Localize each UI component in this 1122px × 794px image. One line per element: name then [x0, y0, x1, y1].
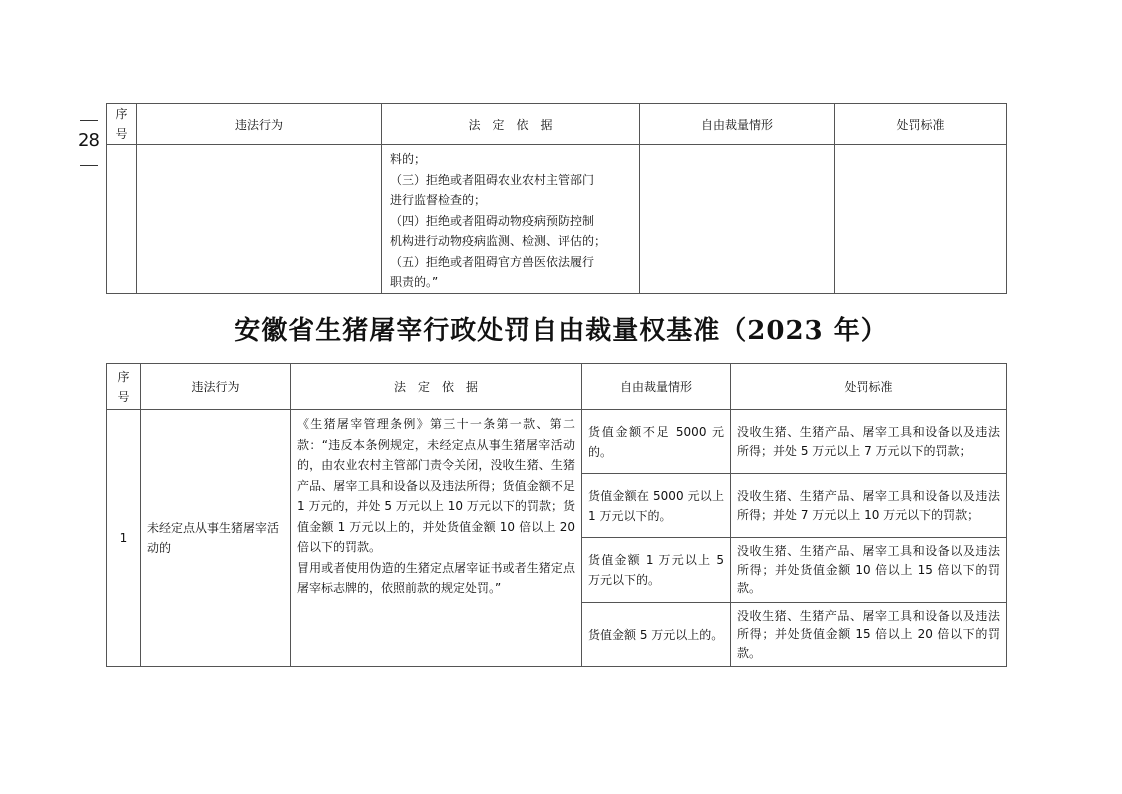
- cell-condition: 货值金额不足 5000 元的。: [582, 410, 731, 474]
- header-seq: 序 号: [107, 104, 137, 145]
- cell-act: 未经定点从事生猪屠宰活动的: [141, 410, 291, 667]
- header-discretion: 自由裁量情形: [582, 364, 731, 410]
- header-basis: 法 定 依 据: [291, 364, 582, 410]
- cell-penalty: 没收生猪、生猪产品、屠宰工具和设备以及违法所得；并处货值金额 10 倍以上 15 倍以下的罚款。: [731, 538, 1007, 603]
- cell-act: [137, 145, 382, 294]
- basis-line: （五）拒绝或者阻碍官方兽医依法履行: [390, 254, 595, 269]
- table-header: [107, 364, 1007, 410]
- header-penalty: 处罚标准: [835, 104, 1007, 145]
- basis-line: （三）拒绝或者阻碍农业农村主管部门: [390, 172, 595, 187]
- basis-lines: [382, 145, 639, 293]
- continued-table-row: [107, 145, 1007, 294]
- cell-basis: [291, 410, 582, 667]
- basis-line: （四）拒绝或者阻碍动物疫病预防控制: [390, 213, 595, 228]
- cell-condition: 货值金额 1 万元以上 5 万元以下的。: [582, 538, 731, 603]
- page-number: 28: [78, 130, 99, 151]
- basis-paragraph-1: 《生猪屠宰管理条例》第三十一条第一款、第二款：“违反本条例规定，未经定点从事生猪屠宰活动的，由农业农村主管部门责令关闭，没收生猪、生猪产品、屠宰工具和设备以及违法所得；货值金额不足 1 万元的，并处 5 万元以上 10 万元以下的罚款；货值金额 1 万元以上的，并处货值金额 10 倍以上 20 倍以下的罚款。: [297, 417, 575, 554]
- cell-penalty: 没收生猪、生猪产品、屠宰工具和设备以及违法所得；并处 5 万元以上 7 万元以下的罚款；: [731, 410, 1007, 474]
- basis-line: 职责的。”: [390, 275, 439, 289]
- basis-line: 料的；: [390, 152, 427, 166]
- header-discretion: 自由裁量情形: [640, 104, 835, 145]
- header-penalty: 处罚标准: [731, 364, 1007, 410]
- cell-condition: 货值金额 5 万元以上的。: [582, 603, 731, 667]
- cell-penalty: 没收生猪、生猪产品、屠宰工具和设备以及违法所得；并处 7 万元以上 10 万元以下的罚款；: [731, 474, 1007, 538]
- continued-table: [106, 103, 1007, 294]
- cell-basis: [382, 145, 640, 294]
- basis-line: 进行监督检查的；: [390, 193, 487, 207]
- header-basis: 法 定 依 据: [382, 104, 640, 145]
- continued-table-header: [107, 104, 1007, 145]
- cell-discretion: [640, 145, 835, 294]
- cell-condition: 货值金额在 5000 元以上 1 万元以下的。: [582, 474, 731, 538]
- header-act: 违法行为: [141, 364, 291, 410]
- basis-line: 机构进行动物疫病监测、检测、评估的；: [390, 234, 607, 248]
- cell-penalty: [835, 145, 1007, 294]
- table-row: [107, 410, 1007, 474]
- document-title: 安徽省生猪屠宰行政处罚自由裁量权基准（2023 年）: [234, 316, 888, 346]
- header-act: 违法行为: [137, 104, 382, 145]
- header-seq: 序 号: [107, 364, 141, 410]
- page-number-rule-bottom: [80, 165, 98, 166]
- page-number-rule-top: [80, 120, 98, 121]
- cell-seq: 1: [107, 410, 141, 667]
- basis-paragraph-2: 冒用或者使用伪造的生猪定点屠宰证书或者生猪定点屠宰标志牌的，依照前款的规定处罚。”: [297, 560, 575, 595]
- cell-seq: [107, 145, 137, 294]
- discretion-table: [106, 363, 1007, 667]
- cell-penalty: 没收生猪、生猪产品、屠宰工具和设备以及违法所得；并处货值金额 15 倍以上 20 倍以下的罚款。: [731, 603, 1007, 667]
